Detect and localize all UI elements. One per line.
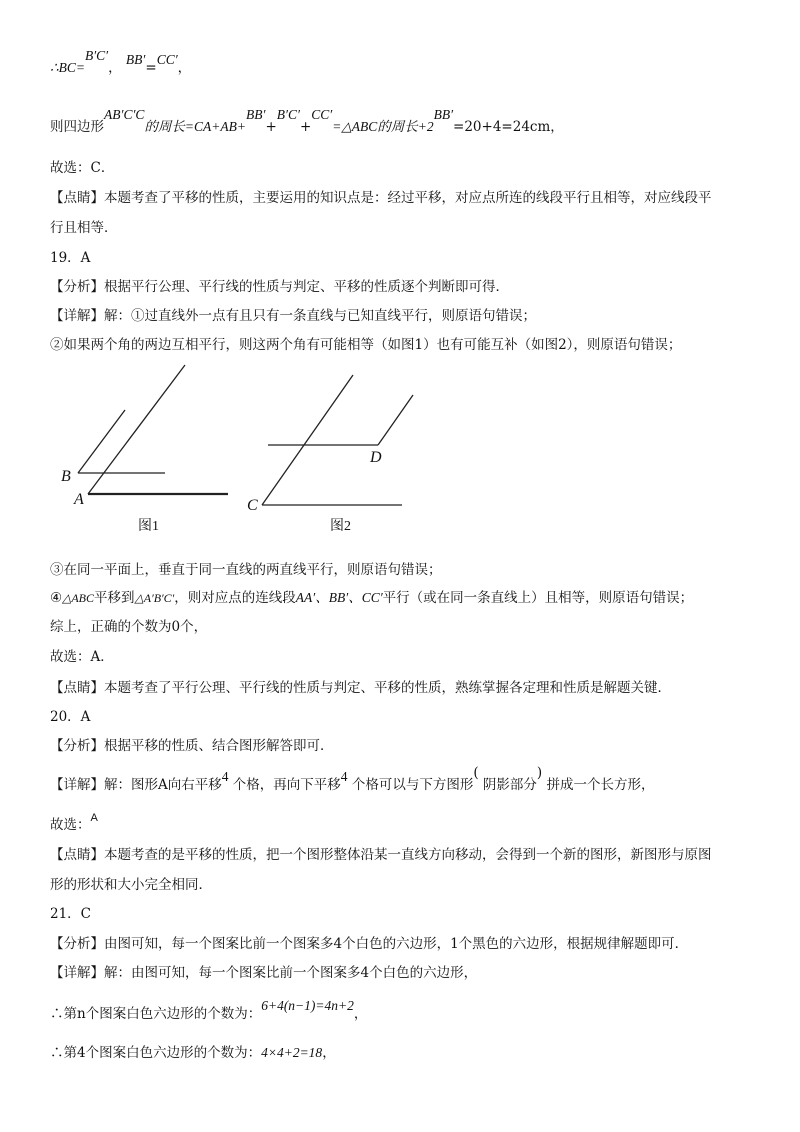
text-line: 【详解】解：①过直线外一点有且只有一条直线与已知直线平行，则原语句错误；	[50, 308, 536, 324]
question-number: 21．C	[50, 906, 92, 922]
text-line: 综上，正确的个数为0个，	[50, 619, 208, 635]
text-line: 【详解】解：由图可知，每一个图案比前一个图案多4个白色的六边形，	[50, 965, 478, 981]
fig1-label-b: B	[61, 468, 71, 485]
geometry-figures	[0, 355, 800, 535]
text-line: 【点睛】本题考查的是平移的性质，把一个图形整体沿某一直线方向移动，会得到一个新的图形，新图形与原图	[50, 847, 712, 863]
fig1-line-ray-a	[88, 365, 185, 494]
text-line: ③在同一平面上，垂直于同一直线的两直线平行，则原语句错误；	[50, 562, 442, 578]
text-line: 则四边形AB′C′C的周长=CA+AB+BB′+B′C′+CC′=△ABC的周长+2BB′=20+4=24cm，	[50, 107, 564, 135]
text-line: 形的形状和大小完全相同．	[50, 877, 212, 893]
text-line: 【点睛】本题考查了平移的性质，主要运用的知识点是：经过平移，对应点所连的线段平行且相等，对应线段平	[50, 190, 712, 206]
text-line: 【详解】解：图形A向右平移4 个格，再向下平移4 个格可以与下方图形( 阴影部分) 拼成一个长方形，	[50, 765, 655, 793]
fig2-label-c: C	[247, 497, 258, 514]
text-line: 【分析】根据平移的性质、结合图形解答即可．	[50, 738, 334, 754]
fig1-line-ray-b	[78, 410, 125, 473]
text-line: 行且相等．	[50, 220, 118, 236]
text-line: ④△ABC平移到△A′B′C′，则对应点的连线段AA′、BB′、CC′平行（或在同一条直线上）且相等，则原语句错误；	[50, 590, 694, 606]
question-number: 19．A	[50, 250, 91, 266]
fig2-line-left	[262, 375, 353, 505]
text-line: ∴BC=B′C′， BB′=CC′，	[50, 48, 192, 76]
fig2-caption: 图2	[330, 519, 351, 534]
text-line: 【分析】由图可知，每一个图案比前一个图案多4个白色的六边形，1个黑色的六边形，根据规律解题即可．	[50, 936, 689, 952]
text-line: 故选：A．	[50, 649, 114, 665]
text-line: 故选：$^A$	[50, 812, 98, 833]
fig1-caption: 图1	[138, 519, 159, 534]
text-line: ②如果两个角的两边互相平行，则这两个角有可能相等（如图1）也有可能互补（如图2），则原语句错误；	[50, 337, 682, 353]
text-line: 【点睛】本题考查了平行公理、平行线的性质与判定、平移的性质，熟练掌握各定理和性质是解题关键．	[50, 680, 671, 696]
text-line: ∴第4个图案白色六边形的个数为：4×4+2=18，	[50, 1045, 336, 1061]
fig2-line-right	[378, 395, 413, 445]
text-line: 【分析】根据平行公理、平行线的性质与判定、平移的性质逐个判断即可得．	[50, 279, 509, 295]
text-line: 故选：C．	[50, 160, 115, 176]
text-line: ∴第n个图案白色六边形的个数为：6+4(n−1)=4n+2，	[50, 998, 368, 1022]
fig1-label-a: A	[74, 491, 84, 508]
fig2-label-d: D	[370, 449, 382, 466]
question-number: 20．A	[50, 709, 91, 725]
